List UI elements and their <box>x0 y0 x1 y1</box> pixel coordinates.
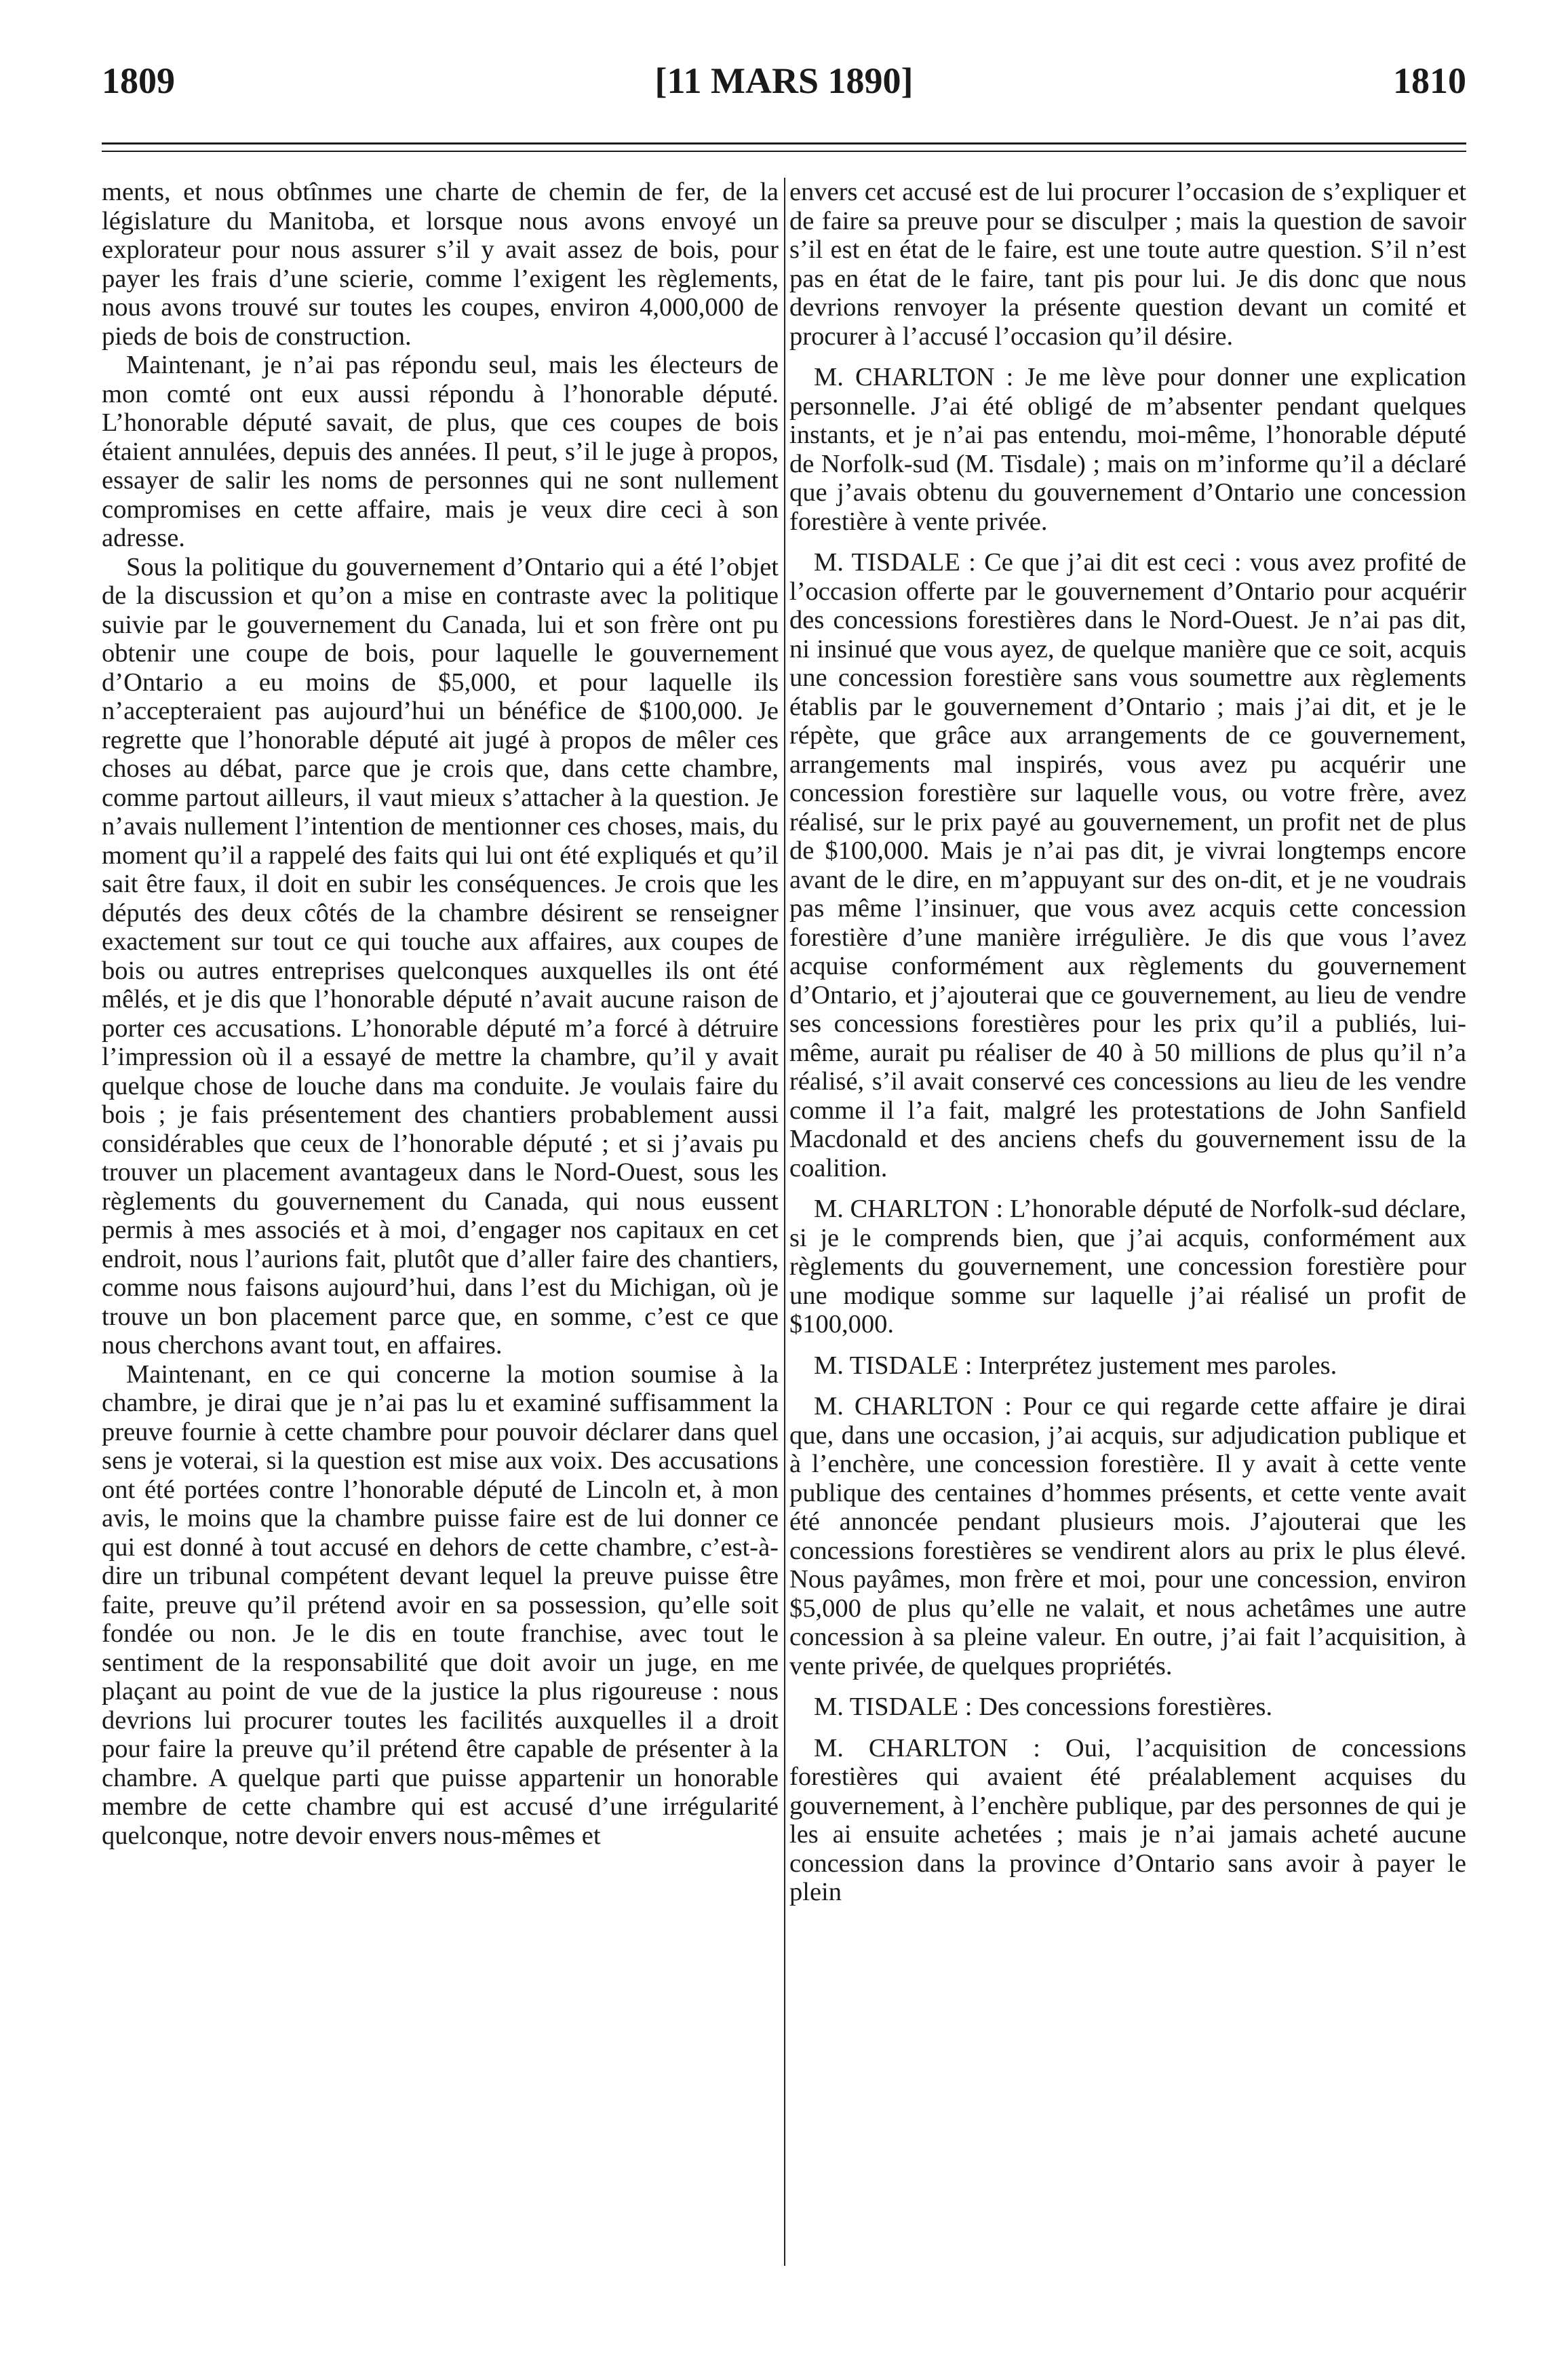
page-number-left: 1809 <box>102 60 175 101</box>
speech-paragraph: M. TISDALE : Ce que j’ai dit est ceci : vous avez profité de l’occasion offerte par le gouvernement d’Ontario pour acquérir des concessions forestières dans le Nord-Ouest. Je n’ai pas dit, ni insinué que vous ayez, de quelque manière que ce soit, acquis une concession forestière sans vous soumettre aux règlements établis par le gouvernement d’Ontario ; mais j’ai dit, et je le répète, que grâce aux arrangements de ce gouvernement, arrangements mal inspirés, vous avez pu acquérir une concession forestière sur laquelle vous, ou votre frère, avez réalisé, sur le prix payé au gouvernement, un profit net de plus de $100,000. Mais je n’ai pas dit, je vivrai longtemps encore avant de le dire, en m’appuyant sur des on-dit, et je ne voudrais pas même l’insinuer, que vous avez acquis cette concession forestière d’une manière irrégulière. Je dis que vous l’avez acquise conformément aux règlements du gouvernement d’Ontario, et j’ajouterai que ce gouvernement, au lieu de vendre ses concessions forestières pour les prix qu’il a publiés, lui-même, aurait pu réaliser de 40 à 50 millions de plus qu’il n’a réalisé, s’il avait conservé ces concessions au lieu de les vendre comme il l’a fait, malgré les protestations de John Sanfield Macdonald et des anciens chefs du gouvernement issu de la coalition. <box>789 548 1466 1182</box>
speech-paragraph: M. CHARLTON : Oui, l’acquisition de concessions forestières qui avaient été préalablement acquises du gouvernement, à l’enchère publique, par des personnes de qui je les ai ensuite achetées ; mais je n’ai jamais acheté aucune concession dans la province d’Ontario sans avoir à payer le plein <box>789 1733 1466 1906</box>
speech-paragraph: M. TISDALE : Interprétez justement mes paroles. <box>814 1351 1337 1380</box>
paragraph: ments, et nous obtînmes une charte de chemin de fer, de la législature du Manitoba, et lorsque nous avons envoyé un explorateur pour nous assurer s’il y avait assez de bois, pour payer les frais d’une scierie, comme l’exigent les règlements, nous avons trouvé sur toutes les coupes, environ 4,000,000 de pieds de bois de construction. <box>102 178 779 351</box>
column-divider <box>784 178 785 2266</box>
speech-paragraph: M. CHARLTON : L’honorable député de Norfolk-sud déclare, si je le comprends bien, que j’ai acquis, conformément aux règlements du gouvernement, une concession forestière pour une modique somme sur laquelle j’ai réalisé un profit de $100,000. <box>789 1195 1466 1338</box>
right-column <box>789 178 1466 2266</box>
header-rule-thick <box>102 142 1466 144</box>
page-header <box>102 60 1466 121</box>
paragraph: Maintenant, je n’ai pas répondu seul, mais les électeurs de mon comté ont eux aussi répondu à l’honorable député. L’honorable député savait, de plus, que ces coupes de bois étaient annulées, depuis des années. Il peut, s’il le juge à propos, essayer de salir les noms de personnes qui ne sont nullement compromises en cette affaire, mais je veux dire ceci à son adresse. <box>102 351 779 552</box>
paragraph: Maintenant, en ce qui concerne la motion soumise à la chambre, je dirai que je n’ai pas lu et examiné suffisamment la preuve fournie à cette chambre pour pouvoir déclarer dans quel sens je voterai, si la question est mise aux voix. Des accusations ont été portées contre l’honorable député de Lincoln et, à mon avis, le moins que la chambre puisse faire est de lui donner ce qui est donné à tout accusé en dehors de cette chambre, c’est-à-dire un tribunal compétent devant lequel la preuve puisse être faite, preuve qu’il prétend avoir en sa possession, qu’elle soit fondée ou non. Je le dis en toute franchise, avec tout le sentiment de la responsabilité que doit avoir un juge, en me plaçant au point de vue de la justice la plus rigoureuse : nous devrions lui procurer toutes les facilités auxquelles il a droit pour faire la preuve qu’il prétend être capable de présenter à la chambre. A quelque parti que puisse appartenir un honorable membre de cette chambre qui est accusé d’une irrégularité quelconque, notre devoir envers nous-mêmes et <box>102 1359 779 1850</box>
speech-paragraph: M. TISDALE : Des concessions forestières. <box>814 1693 1273 1721</box>
speech-paragraph: M. CHARLTON : Pour ce qui regarde cette affaire je dirai que, dans une occasion, j’ai acquis, sur adjudication publique et à l’enchère, une concession forestière. Il y avait à cette vente publique des centaines d’hommes présents, et cette vente avait été annoncée pendant plusieurs mois. J’ajouterai que les concessions forestières se vendirent alors au prix le plus élevé. Nous payâmes, mon frère et moi, pour une concession, environ $5,000 de plus qu’elle ne valait, et nous achetâmes une autre concession à sa pleine valeur. En outre, j’ai fait l’acquisition, à vente privée, de quelques propriétés. <box>789 1392 1466 1680</box>
speech-paragraph: M. CHARLTON : Je me lève pour donner une explication personnelle. J’ai été obligé de m’absenter pendant quelques instants, et je n’ai pas entendu, moi-même, l’honorable député de Norfolk-sud (M. Tisdale) ; mais on m’informe qu’il a déclaré que j’avais obtenu du gouvernement d’Ontario une concession forestière à vente privée. <box>789 363 1466 536</box>
session-date: [11 MARS 1890] <box>654 60 914 101</box>
paragraph: envers cet accusé est de lui procurer l’occasion de s’expliquer et de faire sa preuve pour se disculper ; mais la question de savoir s’il est en état de le faire, est une toute autre question. S’il n’est pas en état de le faire, tant pis pour lui. Je dis donc que nous devrions renvoyer la présente question devant un comité et procurer à l’accusé l’occasion qu’il désire. <box>789 178 1466 351</box>
left-column <box>102 178 779 2266</box>
page-number-right: 1810 <box>1393 60 1466 101</box>
header-rule-thin <box>102 151 1466 152</box>
paragraph: Sous la politique du gouvernement d’Ontario qui a été l’objet de la discussion et qu’on a mise en contraste avec la politique suivie par le gouvernement du Canada, lui et son frère ont pu obtenir une coupe de bois, pour laquelle le gouvernement d’Ontario a eu moins de $5,000, et pour laquelle ils n’accepteraient pas aujourd’hui un bénéfice de $100,000. Je regrette que l’honorable député ait jugé à propos de mêler ces choses au débat, parce que je crois que, dans cette chambre, comme partout ailleurs, il vaut mieux s’attacher à la question. Je n’avais nullement l’intention de mentionner ces choses, mais, du moment qu’il a rappelé des faits qui lui ont été expliqués et qu’il sait être faux, il doit en subir les conséquences. Je crois que les députés des deux côtés de la chambre désirent se renseigner exactement sur tout ce qui touche aux affaires, aux coupes de bois ou autres entreprises quelconques auxquelles ils ont été mêlés, et je dis que l’honorable député n’avait aucune raison de porter ces accusations. L’honorable député m’a forcé à détruire l’impression où il a essayé de mettre la chambre, qu’il y avait quelque chose de louche dans ma conduite. Je voulais faire du bois ; je fais présentement des chantiers probablement aussi considérables que ceux de l’honorable député ; et si j’avais pu trouver un placement avantageux dans le Nord-Ouest, sous les règlements du gouvernement du Canada, qui nous eussent permis à mes associés et à moi, d’engager nos capitaux en cet endroit, nous l’aurions fait, plutôt que d’aller faire des chantiers, comme nous faisons aujourd’hui, dans l’est du Michigan, où je trouve un bon placement parce que, en somme, c’est ce que nous cherchons avant tout, en affaires. <box>102 552 779 1359</box>
